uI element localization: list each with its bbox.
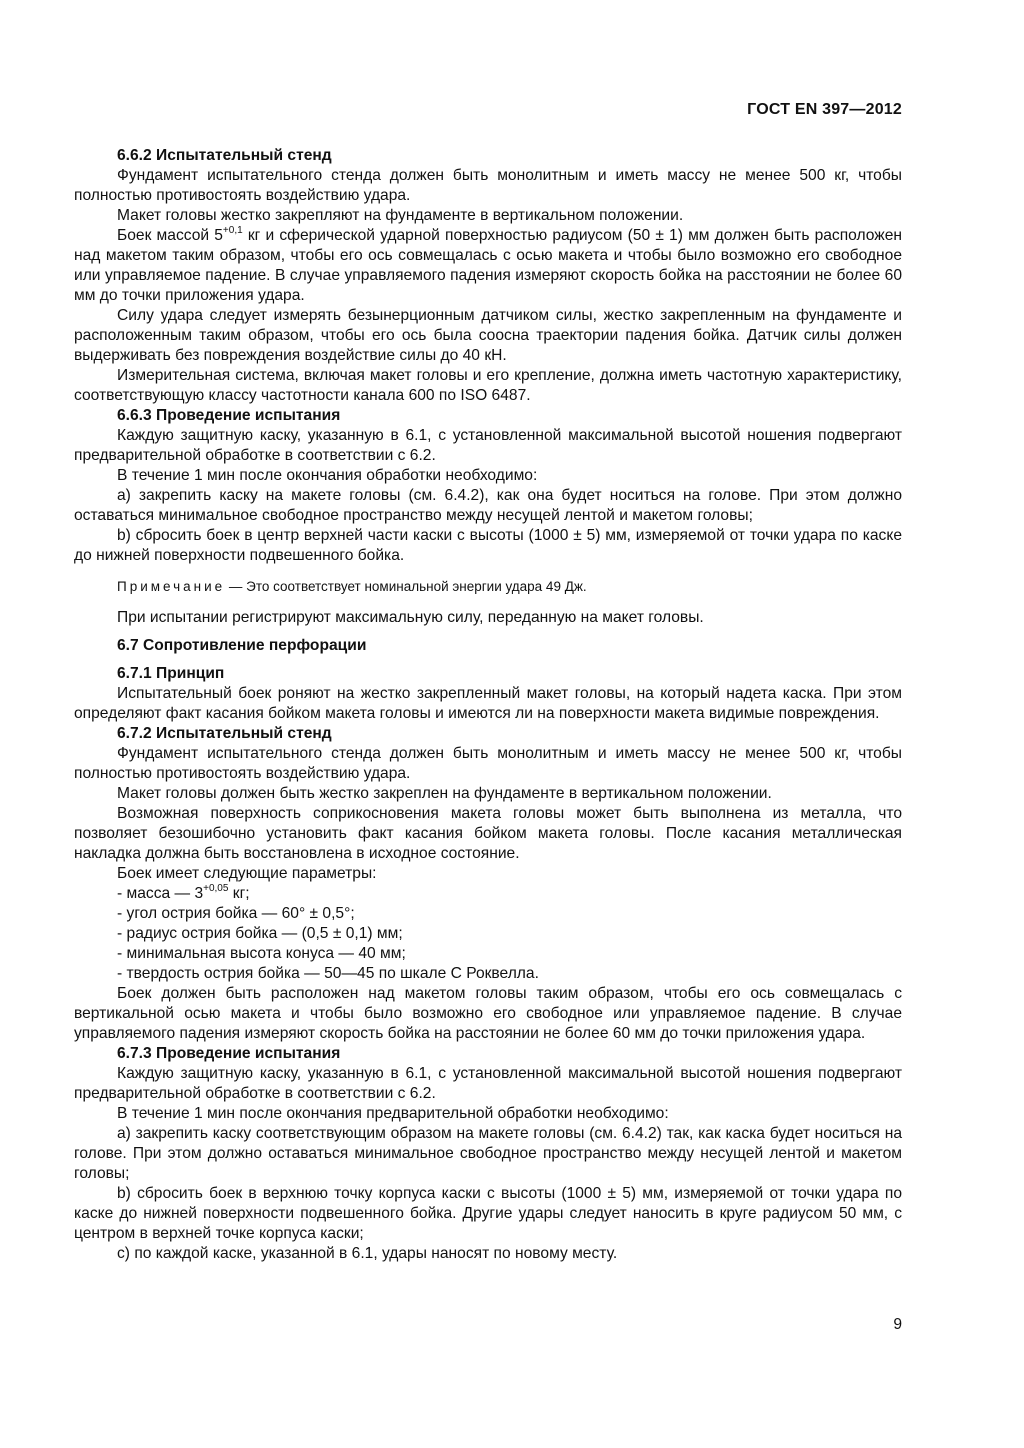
section-heading-6-7: 6.7 Сопротивление перфорации bbox=[117, 637, 367, 654]
paragraph: Силу удара следует измерять безынерционным датчиком силы, жестко закрепленным на фундаменте и расположенным таким образом, чтобы его ось была соосна траектории падения бойка. Датчик силы должен выдерживать без повреждения воздействие силы до 40 кН. bbox=[74, 307, 902, 364]
note-text: — Это соответствует номинальной энергии удара 49 Дж. bbox=[225, 579, 587, 594]
document-header: ГОСТ EN 397—2012 bbox=[747, 101, 902, 118]
section-heading-6-7-2: 6.7.2 Испытательный стенд bbox=[117, 725, 332, 742]
paragraph: Боек должен быть расположен над макетом головы таким образом, чтобы его ось совмещалась с вертикальной осью макета и чтобы было возможно его свободное или управляемое падение. В случае управляемого падения измеряют скорость бойка на расстоянии не более 60 мм до точки приложения удара. bbox=[74, 985, 902, 1042]
paragraph: Фундамент испытательного стенда должен быть монолитным и иметь массу не менее 500 кг, чтобы полностью противостоять воздействию удара. bbox=[74, 745, 902, 782]
note bbox=[74, 577, 902, 597]
text-run: кг; bbox=[228, 885, 250, 902]
paragraph: Измерительная система, включая макет головы и его крепление, должна иметь частотную характеристику, соответствующую классу частотности канала 600 по ISO 6487. bbox=[74, 367, 902, 404]
paragraph: В течение 1 мин после окончания предварительной обработки необходимо: bbox=[117, 1105, 669, 1122]
parameter-item-radius: - радиус острия бойка — (0,5 ± 0,1) мм; bbox=[117, 925, 403, 942]
list-item: а) закрепить каску соответствующим образом на макете головы (см. 6.4.2) так, как каска будет носиться на голове. При этом должно оставаться минимальное свободное пространство между несущей лентой и макетом головы; bbox=[74, 1125, 902, 1182]
parameter-item-mass bbox=[74, 884, 902, 904]
paragraph: Фундамент испытательного стенда должен быть монолитным и иметь массу не менее 500 кг, чтобы полностью противостоять воздействию удара. bbox=[74, 167, 902, 204]
section-heading-6-6-3: 6.6.3 Проведение испытания bbox=[117, 407, 341, 424]
list-item: а) закрепить каску на макете головы (см. 6.4.2), как она будет носиться на голове. При этом должно оставаться минимальное свободное пространство между несущей лентой и макетом головы; bbox=[74, 487, 902, 524]
note-label: Примечание bbox=[117, 579, 226, 594]
superscript-tolerance: +0,1 bbox=[222, 224, 243, 236]
paragraph: Боек имеет следующие параметры: bbox=[117, 865, 377, 882]
text-run: Боек массой 5 bbox=[117, 227, 223, 244]
paragraph bbox=[74, 226, 902, 306]
list-item: с) по каждой каске, указанной в 6.1, удары наносят по новому месту. bbox=[117, 1245, 618, 1262]
section-heading-6-7-1: 6.7.1 Принцип bbox=[117, 665, 225, 682]
list-item: b) сбросить боек в центр верхней части каски с высоты (1000 ± 5) мм, измеряемой от точки удара по каске до нижней поверхности подвешенного бойка. bbox=[74, 527, 902, 564]
paragraph: Макет головы жестко закрепляют на фундаменте в вертикальном положении. bbox=[117, 207, 684, 224]
document-body bbox=[74, 146, 902, 1264]
parameter-item-hardness: - твердость острия бойка — 50—45 по шкале С Роквелла. bbox=[117, 965, 539, 982]
paragraph: Каждую защитную каску, указанную в 6.1, с установленной максимальной высотой ношения подвергают предварительной обработке в соответствии с 6.2. bbox=[74, 1065, 902, 1102]
paragraph: Макет головы должен быть жестко закреплен на фундаменте в вертикальном положении. bbox=[117, 785, 772, 802]
section-heading-6-6-2: 6.6.2 Испытательный стенд bbox=[117, 147, 332, 164]
paragraph: Каждую защитную каску, указанную в 6.1, с установленной максимальной высотой ношения подвергают предварительной обработке в соответствии с 6.2. bbox=[74, 427, 902, 464]
page-number: 9 bbox=[893, 1316, 902, 1333]
text-run: - масса — 3 bbox=[117, 885, 204, 902]
parameter-item-height: - минимальная высота конуса — 40 мм; bbox=[117, 945, 406, 962]
paragraph: В течение 1 мин после окончания обработки необходимо: bbox=[117, 467, 538, 484]
paragraph: При испытании регистрируют максимальную силу, переданную на макет головы. bbox=[117, 609, 704, 626]
parameter-item-angle: - угол острия бойка — 60° ± 0,5°; bbox=[117, 905, 355, 922]
text-run: кг и сферической ударной поверхностью радиусом (50 ± 1) мм должен быть расположен над макетом таким образом, чтобы его ось совмещалась с осью макета и чтобы было возможно его свободное или управляемое падение. В случае управляемого падения измеряют скорость бойка на расстоянии не более 60 мм до точки приложения удара. bbox=[74, 227, 902, 304]
paragraph: Возможная поверхность соприкосновения макета головы может быть выполнена из металла, что позволяет безошибочно установить факт касания бойком макета головы. После касания металлическая накладка должна быть восстановлена в исходное состояние. bbox=[74, 805, 902, 862]
superscript-tolerance: +0,05 bbox=[203, 882, 229, 894]
paragraph: Испытательный боек роняют на жестко закрепленный макет головы, на который надета каска. При этом определяют факт касания бойком макета головы и имеются ли на поверхности макета видимые повреждения. bbox=[74, 685, 902, 722]
section-heading-6-7-3: 6.7.3 Проведение испытания bbox=[117, 1045, 341, 1062]
list-item: b) сбросить боек в верхнюю точку корпуса каски с высоты (1000 ± 5) мм, измеряемой от точки удара по каске до нижней поверхности подвешенного бойка. Другие удары следует наносить в круге радиусом 50 мм, с центром в верхней точке корпуса каски; bbox=[74, 1185, 902, 1242]
